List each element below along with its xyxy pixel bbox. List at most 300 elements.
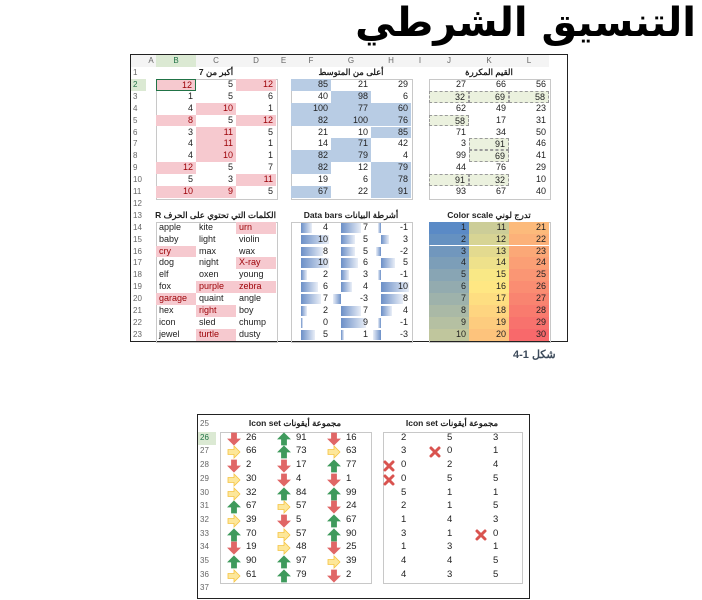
- row-header-27[interactable]: 27: [200, 446, 209, 456]
- cell[interactable]: [220, 487, 270, 501]
- cell[interactable]: [220, 528, 270, 542]
- cell[interactable]: [475, 473, 521, 487]
- cell[interactable]: [469, 281, 509, 293]
- column-header-F[interactable]: F: [291, 55, 331, 67]
- cell[interactable]: [331, 174, 371, 186]
- cell[interactable]: [509, 115, 549, 127]
- cell[interactable]: [320, 487, 370, 501]
- cell[interactable]: [196, 150, 236, 162]
- cell[interactable]: [429, 281, 469, 293]
- cell[interactable]: [236, 329, 276, 341]
- column-header-L[interactable]: L: [509, 55, 549, 67]
- row-header-19[interactable]: 19: [133, 282, 142, 292]
- cell[interactable]: [469, 79, 509, 91]
- cell[interactable]: [236, 103, 276, 115]
- cell[interactable]: [236, 257, 276, 269]
- cell[interactable]: [429, 91, 469, 103]
- cell[interactable]: [156, 115, 196, 127]
- cell[interactable]: [371, 305, 411, 317]
- cell[interactable]: [371, 246, 411, 258]
- cell[interactable]: [331, 150, 371, 162]
- row-header-12[interactable]: 12: [133, 198, 142, 208]
- cell[interactable]: [220, 555, 270, 569]
- cell-value: 4: [187, 138, 193, 149]
- arrow-up-icon: [328, 488, 340, 500]
- cell[interactable]: [236, 246, 276, 258]
- cell[interactable]: [469, 150, 509, 162]
- cell[interactable]: [509, 174, 549, 186]
- cell[interactable]: [291, 174, 331, 186]
- cell[interactable]: [469, 162, 509, 174]
- cell[interactable]: [291, 127, 331, 139]
- cell[interactable]: [429, 222, 469, 234]
- row-header-13[interactable]: 13: [133, 210, 142, 220]
- cell[interactable]: [236, 293, 276, 305]
- cell[interactable]: [371, 269, 411, 281]
- cell[interactable]: [291, 222, 331, 234]
- cell[interactable]: [371, 317, 411, 329]
- cell[interactable]: [291, 79, 331, 91]
- cell[interactable]: [291, 150, 331, 162]
- row-header-16[interactable]: 16: [133, 246, 142, 256]
- row-header-11[interactable]: 11: [133, 187, 142, 196]
- cell[interactable]: [429, 103, 469, 115]
- cell[interactable]: [475, 487, 521, 501]
- cell[interactable]: [270, 500, 320, 514]
- cell[interactable]: [429, 459, 475, 473]
- cell[interactable]: [220, 514, 270, 528]
- cell[interactable]: [196, 138, 236, 150]
- row-header-36[interactable]: 36: [200, 569, 209, 579]
- cell[interactable]: [475, 555, 521, 569]
- cell[interactable]: [291, 186, 331, 198]
- cell[interactable]: [196, 329, 236, 341]
- cell[interactable]: [291, 234, 331, 246]
- cell[interactable]: [291, 281, 331, 293]
- cell[interactable]: [196, 234, 236, 246]
- cell[interactable]: [383, 500, 429, 514]
- cell[interactable]: [383, 569, 429, 583]
- cell[interactable]: [156, 257, 196, 269]
- cell[interactable]: [196, 79, 236, 91]
- column-header-A[interactable]: A: [146, 55, 156, 67]
- cell[interactable]: [331, 257, 371, 269]
- cell[interactable]: [156, 234, 196, 246]
- cell[interactable]: [320, 445, 370, 459]
- cell[interactable]: [156, 138, 196, 150]
- column-header-H[interactable]: H: [371, 55, 411, 67]
- cell[interactable]: [270, 459, 320, 473]
- cell[interactable]: [429, 162, 469, 174]
- cell[interactable]: [383, 514, 429, 528]
- cell[interactable]: [196, 269, 236, 281]
- cell[interactable]: [291, 257, 331, 269]
- cell[interactable]: [236, 138, 276, 150]
- cell[interactable]: [475, 432, 521, 446]
- cell[interactable]: [429, 514, 475, 528]
- cell[interactable]: [475, 541, 521, 555]
- cell[interactable]: [156, 281, 196, 293]
- cell[interactable]: [331, 305, 371, 317]
- cell[interactable]: [475, 528, 521, 542]
- cell[interactable]: [270, 569, 320, 583]
- cell[interactable]: [196, 91, 236, 103]
- cell[interactable]: [320, 459, 370, 473]
- cell[interactable]: [270, 487, 320, 501]
- cell[interactable]: [236, 79, 276, 91]
- cell[interactable]: [429, 305, 469, 317]
- column-header-E[interactable]: E: [276, 55, 291, 67]
- cell[interactable]: [236, 91, 276, 103]
- cell[interactable]: [371, 222, 411, 234]
- column-header-G[interactable]: G: [331, 55, 371, 67]
- cell[interactable]: [429, 257, 469, 269]
- cell[interactable]: [469, 138, 509, 150]
- cell[interactable]: [429, 186, 469, 198]
- cell[interactable]: [331, 222, 371, 234]
- cell[interactable]: [156, 293, 196, 305]
- cell[interactable]: [469, 293, 509, 305]
- cell[interactable]: [156, 162, 196, 174]
- cell[interactable]: [270, 432, 320, 446]
- column-header-B[interactable]: B: [156, 55, 196, 67]
- cell[interactable]: [156, 329, 196, 341]
- row-header-9[interactable]: 9: [133, 163, 138, 173]
- column-header-J[interactable]: J: [429, 55, 469, 67]
- cell[interactable]: [371, 174, 411, 186]
- row-header-35[interactable]: 35: [200, 556, 209, 565]
- cell[interactable]: [371, 115, 411, 127]
- cell[interactable]: [509, 222, 549, 234]
- row-header-17[interactable]: 17: [133, 258, 142, 268]
- cell[interactable]: [196, 246, 236, 258]
- cell[interactable]: [371, 91, 411, 103]
- cell[interactable]: [475, 514, 521, 528]
- cell[interactable]: [429, 528, 475, 542]
- row-header-6[interactable]: 6: [133, 127, 138, 137]
- cell[interactable]: [196, 305, 236, 317]
- row-header-29[interactable]: 29: [200, 473, 209, 483]
- cell[interactable]: [371, 79, 411, 91]
- cell[interactable]: [331, 162, 371, 174]
- row-header-28[interactable]: 28: [200, 460, 209, 470]
- cell[interactable]: [429, 246, 469, 258]
- cell[interactable]: [371, 257, 411, 269]
- cell[interactable]: [429, 293, 469, 305]
- cell[interactable]: [320, 473, 370, 487]
- cell[interactable]: [331, 115, 371, 127]
- row-header-2[interactable]: 2: [131, 79, 146, 91]
- cell[interactable]: [331, 246, 371, 258]
- cell[interactable]: [270, 541, 320, 555]
- cell[interactable]: [270, 528, 320, 542]
- cell[interactable]: [220, 473, 270, 487]
- cell[interactable]: [469, 234, 509, 246]
- cell[interactable]: [270, 514, 320, 528]
- cell[interactable]: [383, 487, 429, 501]
- cell[interactable]: [291, 317, 331, 329]
- cell[interactable]: [429, 79, 469, 91]
- cell[interactable]: [475, 500, 521, 514]
- cell[interactable]: [236, 281, 276, 293]
- cell[interactable]: [509, 79, 549, 91]
- row-header-18[interactable]: 18: [133, 270, 142, 280]
- cell[interactable]: [429, 317, 469, 329]
- cell[interactable]: [429, 500, 475, 514]
- cell[interactable]: [383, 445, 429, 459]
- cell[interactable]: [371, 127, 411, 139]
- cell[interactable]: [429, 127, 469, 139]
- cell[interactable]: [383, 555, 429, 569]
- cell[interactable]: [331, 281, 371, 293]
- column-header-I[interactable]: I: [411, 55, 429, 67]
- cell[interactable]: [236, 150, 276, 162]
- cell[interactable]: [371, 293, 411, 305]
- column-header-D[interactable]: D: [236, 55, 276, 67]
- cell[interactable]: [469, 305, 509, 317]
- cell[interactable]: [156, 317, 196, 329]
- cell[interactable]: [320, 432, 370, 446]
- cell[interactable]: [509, 138, 549, 150]
- cell[interactable]: [429, 487, 475, 501]
- cell[interactable]: [320, 500, 370, 514]
- cell[interactable]: [429, 541, 475, 555]
- cell[interactable]: [475, 569, 521, 583]
- selected-cell[interactable]: [156, 79, 196, 91]
- cell[interactable]: [156, 186, 196, 198]
- cell[interactable]: [291, 246, 331, 258]
- cell[interactable]: [509, 305, 549, 317]
- cell[interactable]: [291, 293, 331, 305]
- cell[interactable]: [196, 127, 236, 139]
- cell[interactable]: [429, 329, 469, 341]
- row-header-31[interactable]: 31: [200, 501, 209, 511]
- cell[interactable]: [469, 317, 509, 329]
- cell[interactable]: [429, 234, 469, 246]
- select-all-corner[interactable]: [131, 55, 146, 67]
- row-header-14[interactable]: 14: [133, 222, 142, 232]
- cell[interactable]: [371, 150, 411, 162]
- cell[interactable]: [156, 127, 196, 139]
- cell[interactable]: [429, 115, 469, 127]
- cell[interactable]: [236, 234, 276, 246]
- cell[interactable]: [331, 234, 371, 246]
- cell[interactable]: [383, 459, 429, 473]
- cell[interactable]: [371, 186, 411, 198]
- cell[interactable]: [291, 115, 331, 127]
- row-header-8[interactable]: 8: [133, 151, 138, 161]
- cell[interactable]: [429, 150, 469, 162]
- cell[interactable]: [331, 138, 371, 150]
- cell[interactable]: [509, 269, 549, 281]
- cell[interactable]: [220, 569, 270, 583]
- cell[interactable]: [156, 150, 196, 162]
- cell[interactable]: [291, 138, 331, 150]
- cell[interactable]: [220, 432, 270, 446]
- cell[interactable]: [509, 91, 549, 103]
- row-header-26[interactable]: 26: [198, 432, 216, 446]
- cell[interactable]: [196, 162, 236, 174]
- cell[interactable]: [220, 445, 270, 459]
- cell[interactable]: [156, 305, 196, 317]
- cell[interactable]: [475, 459, 521, 473]
- cell[interactable]: [331, 293, 371, 305]
- row-header-1[interactable]: 1: [133, 68, 138, 77]
- cell[interactable]: [469, 103, 509, 115]
- cell[interactable]: [469, 246, 509, 258]
- row-header-5[interactable]: 5: [133, 115, 138, 125]
- cell[interactable]: [196, 257, 236, 269]
- cell[interactable]: [270, 473, 320, 487]
- row-header-34[interactable]: 34: [200, 542, 209, 552]
- cell[interactable]: [509, 127, 549, 139]
- cell[interactable]: [220, 541, 270, 555]
- cell[interactable]: [429, 445, 475, 459]
- cell[interactable]: [320, 541, 370, 555]
- cell[interactable]: [291, 305, 331, 317]
- cell[interactable]: [383, 473, 429, 487]
- row-header-15[interactable]: 15: [133, 234, 142, 244]
- row-header-37[interactable]: 37: [200, 583, 209, 593]
- cell-value: 79: [397, 162, 408, 173]
- cell[interactable]: [236, 186, 276, 198]
- cell[interactable]: [236, 115, 276, 127]
- cell-value: 67: [317, 186, 328, 196]
- cell[interactable]: [220, 459, 270, 473]
- cell[interactable]: [475, 445, 521, 459]
- cell[interactable]: [509, 246, 549, 258]
- cell[interactable]: [196, 115, 236, 127]
- cell[interactable]: [196, 174, 236, 186]
- cell[interactable]: [509, 293, 549, 305]
- cell[interactable]: [429, 473, 475, 487]
- cell[interactable]: [371, 103, 411, 115]
- cell[interactable]: [156, 222, 196, 234]
- cell[interactable]: [236, 222, 276, 234]
- cell[interactable]: [331, 79, 371, 91]
- cell[interactable]: [320, 514, 370, 528]
- row-header-32[interactable]: 32: [200, 514, 209, 524]
- cell[interactable]: [383, 528, 429, 542]
- row-header-21[interactable]: 21: [133, 306, 142, 315]
- cell[interactable]: [429, 555, 475, 569]
- cell[interactable]: [236, 269, 276, 281]
- cell[interactable]: [509, 162, 549, 174]
- cell[interactable]: [429, 432, 475, 446]
- cell[interactable]: [509, 186, 549, 198]
- cell[interactable]: [156, 246, 196, 258]
- cell[interactable]: [469, 329, 509, 341]
- cell[interactable]: [371, 162, 411, 174]
- row-header-23[interactable]: 23: [133, 329, 142, 339]
- cell[interactable]: [469, 257, 509, 269]
- cell[interactable]: [291, 329, 331, 341]
- cell[interactable]: [509, 329, 549, 341]
- cell[interactable]: [196, 293, 236, 305]
- cell[interactable]: [331, 269, 371, 281]
- cell[interactable]: [270, 555, 320, 569]
- row-header-7[interactable]: 7: [133, 139, 138, 149]
- cell[interactable]: [270, 445, 320, 459]
- cell[interactable]: [236, 174, 276, 186]
- row-header-20[interactable]: 20: [133, 294, 142, 304]
- cell[interactable]: [509, 150, 549, 162]
- row-header-22[interactable]: 22: [133, 317, 142, 327]
- cell[interactable]: [196, 103, 236, 115]
- cell[interactable]: [469, 186, 509, 198]
- row-header-10[interactable]: 10: [133, 175, 142, 185]
- cell[interactable]: [320, 555, 370, 569]
- cell[interactable]: [383, 432, 429, 446]
- cell[interactable]: [429, 269, 469, 281]
- cell[interactable]: [429, 138, 469, 150]
- cell[interactable]: [196, 281, 236, 293]
- cell[interactable]: [236, 127, 276, 139]
- cell[interactable]: [331, 103, 371, 115]
- cell[interactable]: [320, 528, 370, 542]
- cell[interactable]: [331, 186, 371, 198]
- cell[interactable]: [509, 281, 549, 293]
- cell[interactable]: [156, 91, 196, 103]
- column-header-C[interactable]: C: [196, 55, 236, 67]
- cell[interactable]: [383, 541, 429, 555]
- cell[interactable]: [220, 500, 270, 514]
- cell[interactable]: [429, 174, 469, 186]
- cell[interactable]: [196, 317, 236, 329]
- cell[interactable]: [371, 329, 411, 341]
- cell[interactable]: [291, 269, 331, 281]
- data-bar: [378, 223, 381, 233]
- cell[interactable]: [196, 222, 236, 234]
- cell[interactable]: [469, 174, 509, 186]
- cell[interactable]: [469, 222, 509, 234]
- cell[interactable]: [331, 91, 371, 103]
- cell[interactable]: [291, 103, 331, 115]
- cell[interactable]: [429, 569, 475, 583]
- row-header-33[interactable]: 33: [200, 528, 209, 538]
- cell[interactable]: [291, 91, 331, 103]
- cell[interactable]: [236, 317, 276, 329]
- cell[interactable]: [156, 103, 196, 115]
- cell[interactable]: [156, 174, 196, 186]
- row-header-30[interactable]: 30: [200, 487, 209, 497]
- row-header-3[interactable]: 3: [133, 91, 138, 101]
- cell[interactable]: [320, 569, 370, 583]
- cell[interactable]: [196, 186, 236, 198]
- cell[interactable]: [509, 257, 549, 269]
- cell[interactable]: [509, 234, 549, 246]
- cell[interactable]: [371, 234, 411, 246]
- cell[interactable]: [291, 162, 331, 174]
- cell[interactable]: [156, 269, 196, 281]
- cell[interactable]: [469, 91, 509, 103]
- cell[interactable]: [236, 305, 276, 317]
- cell[interactable]: [371, 138, 411, 150]
- cell[interactable]: [236, 162, 276, 174]
- cell[interactable]: [509, 317, 549, 329]
- cell[interactable]: [469, 269, 509, 281]
- cell[interactable]: [371, 281, 411, 293]
- cell[interactable]: [469, 115, 509, 127]
- cell[interactable]: [331, 127, 371, 139]
- cell[interactable]: [509, 103, 549, 115]
- column-header-K[interactable]: K: [469, 55, 509, 67]
- cell[interactable]: [469, 127, 509, 139]
- cell[interactable]: [331, 329, 371, 341]
- cell[interactable]: [331, 317, 371, 329]
- row-header-25[interactable]: 25: [200, 419, 209, 428]
- row-header-4[interactable]: 4: [133, 103, 138, 113]
